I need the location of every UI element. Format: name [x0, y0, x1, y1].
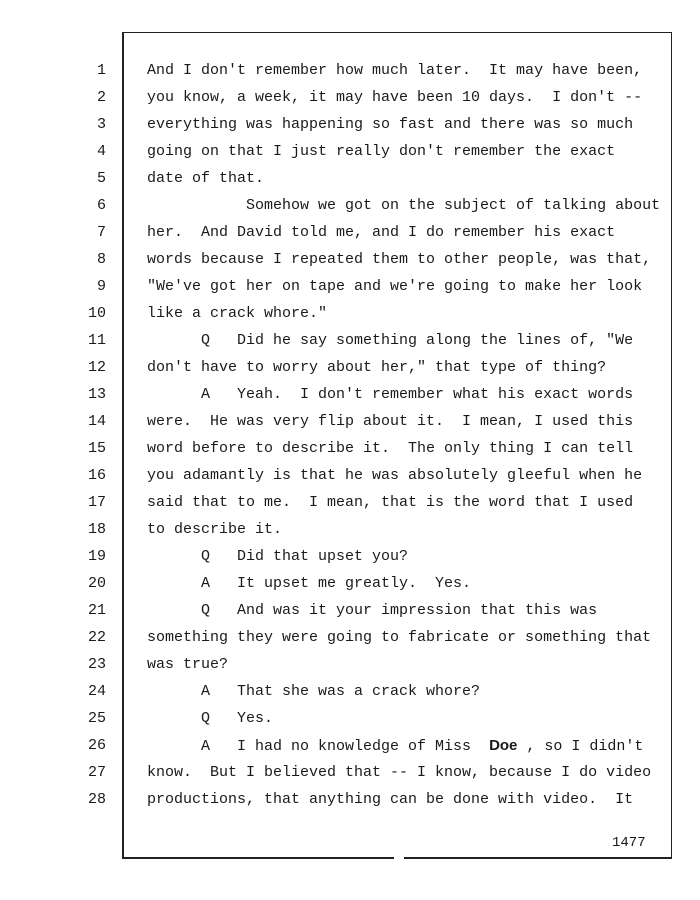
line-text: "We've got her on tape and we're going to make her look	[147, 278, 643, 295]
line-text: to describe it.	[147, 521, 283, 538]
line-text-after-name: , so I didn't	[517, 738, 644, 755]
line-text: Somehow we got on the subject of talking about	[147, 197, 661, 214]
line-text: Q Did he say something along the lines of, "We	[147, 332, 634, 349]
line-number: 10	[87, 305, 106, 322]
line-text: productions, that anything can be done with video. It	[147, 791, 634, 808]
line-number: 23	[87, 656, 106, 673]
line-number: 13	[87, 386, 106, 403]
line-text: know. But I believed that -- I know, because I do video	[147, 764, 652, 781]
line-text: like a crack whore."	[147, 305, 328, 322]
line-text-before-name: A I had no knowledge of Miss	[147, 738, 490, 755]
line-number: 27	[87, 764, 106, 781]
line-text: A It upset me greatly. Yes.	[147, 575, 472, 592]
line-number: 17	[87, 494, 106, 511]
bottom-rule-left	[122, 857, 394, 859]
line-number: 25	[87, 710, 106, 727]
line-number: 3	[96, 116, 106, 133]
line-number: 12	[87, 359, 106, 376]
line-number: 9	[96, 278, 106, 295]
line-text: was true?	[147, 656, 229, 673]
line-text: her. And David told me, and I do remember his exact	[147, 224, 616, 241]
line-number: 11	[87, 332, 106, 349]
line-number: 1	[96, 62, 106, 79]
line-number: 7	[96, 224, 106, 241]
line-text: everything was happening so fast and there was so much	[147, 116, 634, 133]
line-text: don't have to worry about her," that type of thing?	[147, 359, 607, 376]
line-number: 15	[87, 440, 106, 457]
line-text: something they were going to fabricate or something that	[147, 629, 652, 646]
line-number: 26	[87, 737, 106, 754]
line-text: Q And was it your impression that this was	[147, 602, 598, 619]
line-text: Q Yes.	[147, 710, 274, 727]
line-text: date of that.	[147, 170, 265, 187]
line-number: 6	[96, 197, 106, 214]
line-number: 28	[87, 791, 106, 808]
witness-name: Doe	[489, 737, 518, 754]
line-text: words because I repeated them to other people, was that,	[147, 251, 652, 268]
line-number: 18	[87, 521, 106, 538]
line-text	[147, 732, 667, 759]
line-number: 14	[87, 413, 106, 430]
line-number: 4	[96, 143, 106, 160]
bottom-rule-right	[404, 857, 672, 859]
line-text: Q Did that upset you?	[147, 548, 409, 565]
line-number: 20	[87, 575, 106, 592]
line-number: 21	[87, 602, 106, 619]
line-text: And I don't remember how much later. It may have been,	[147, 62, 643, 79]
line-number: 2	[96, 89, 106, 106]
line-text: A Yeah. I don't remember what his exact words	[147, 386, 634, 403]
line-number: 16	[87, 467, 106, 484]
line-text: said that to me. I mean, that is the word that I used	[147, 494, 634, 511]
page-number: 1477	[612, 835, 646, 851]
line-number: 5	[96, 170, 106, 187]
line-text: A That she was a crack whore?	[147, 683, 481, 700]
line-number: 22	[87, 629, 106, 646]
line-text: word before to describe it. The only thing I can tell	[147, 440, 634, 457]
line-number: 8	[96, 251, 106, 268]
line-text: you know, a week, it may have been 10 days. I don't --	[147, 89, 643, 106]
line-text: you adamantly is that he was absolutely gleeful when he	[147, 467, 643, 484]
line-text: going on that I just really don't remember the exact	[147, 143, 616, 160]
line-number: 19	[87, 548, 106, 565]
line-number: 24	[87, 683, 106, 700]
line-text: were. He was very flip about it. I mean, I used this	[147, 413, 634, 430]
